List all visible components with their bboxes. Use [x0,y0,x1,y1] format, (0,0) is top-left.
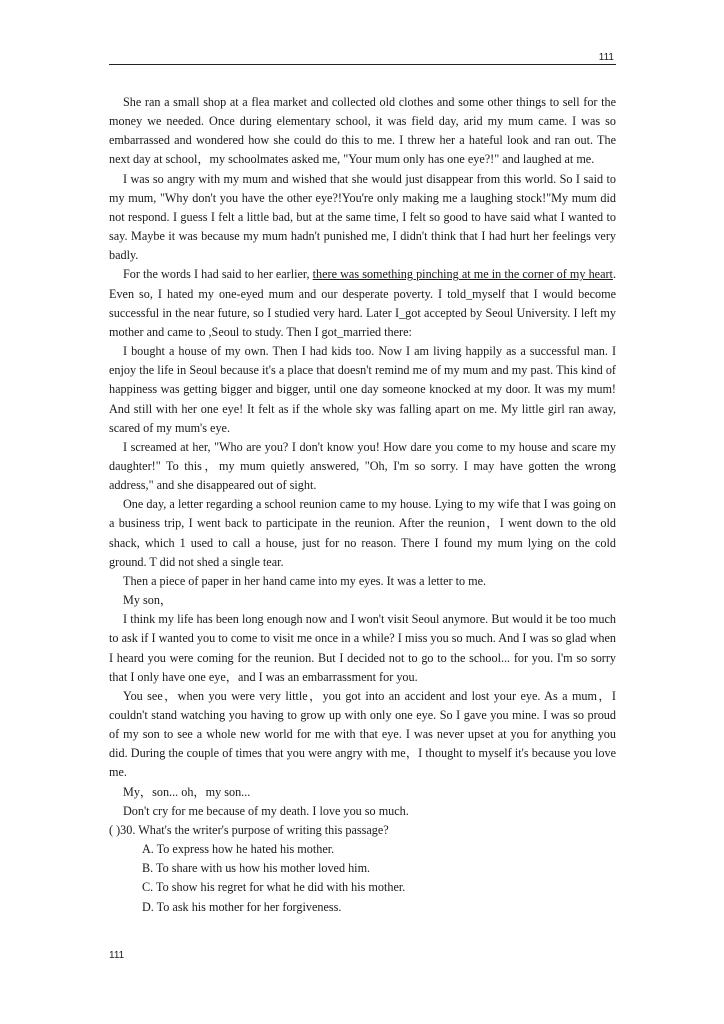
paragraph: I bought a house of my own. Then I had kids too. Now I am living happily as a successful man. I enjoy the life in Seoul because it's a place that doesn't remind me of my mum and my past. This kind of happiness was getting bigger and bigger, until one day someone knocked at my door. It was my mum! And still with her one eye! It felt as if the whole sky was falling apart on me. My little girl ran away, scared of my mum's eye. [109,344,616,435]
question-stem: ( )30. What's the writer's purpose of writing this passage? [109,822,389,837]
option-a: A. To express how he hated his mother. [142,842,335,857]
option-c: C. To show his regret for what he did with his mother. [142,880,406,895]
paragraph: I was so angry with my mum and wished that she would just disappear from this world. So I said to my mum, "Why don't you have the other eye?!You're only making me a laughing stock!"My mum did not respond. I guess I felt a little bad, but at the same time, I felt so good to have said what I wanted to say. Maybe it was because my mum hadn't punished me, I didn't think that I had hurt her feelings very badly. [109,171,616,263]
page-number-bottom: 111 [109,950,125,961]
passage [109,93,616,917]
paragraph: One day, a letter regarding a school reunion came to my house. Lying to my wife that I was going on a business trip, I went back to participate in the reunion. After the reunion，I went down to the old shack, which 1 used to call a house, just for no reason. There I found my mum lying on the cold ground. T did not shed a single tear. [109,497,616,569]
header-rule [109,64,616,65]
option-d: D. To ask his mother for her forgiveness. [142,899,342,914]
paragraph: Then a piece of paper in her hand came into my eyes. It was a letter to me. [123,573,487,588]
paragraph [109,265,616,342]
paragraph: She ran a small shop at a flea market and collected old clothes and some other things to sell for the money we needed. Once during elementary school, it was field day, arid my mum came. I was so embarrassed and wondered how she could do this to me. I threw her a hateful look and ran out. The next day at school，my schoolmates asked me, "Your mum only has one eye?!" and laughed at me. [109,95,616,167]
paragraph-text: For the words I had said to her earlier, [123,267,313,282]
option-b: B. To share with us how his mother loved him. [142,861,371,876]
paragraph: Don't cry for me because of my death. I love you so much. [123,803,409,818]
underlined-phrase: there was something pinching at me in the corner of my heart [312,267,613,282]
paragraph-text: . Even so, I hated my one-eyed mum and our desperate poverty. I told_myself that I would become successful in the near future, so I studied very hard. Later I_got accepted by Seoul University. I left my mother and came to ,Seoul to study. Then I got_married there: [109,267,616,339]
paragraph: I screamed at her, "Who are you? I don't know you! How dare you come to my house and scare my daughter!" To this，my mum quietly answered, "Oh, I'm so sorry. I may have gotten the wrong address," and she disappeared out of sight. [109,439,616,493]
paragraph: You see，when you were very little，you got into an accident and lost your eye. As a mum，I couldn't stand watching you having to grow up with only one eye. So I gave you mine. I was so proud of my son to see a whole new world for me with that eye. I was never upset at you for anything you did. During the couple of times that you were angry with me，I thought to myself it's because you love me. [109,688,616,780]
paragraph: My，son... oh，my son... [123,784,251,799]
letter-salutation: My son， [123,593,173,608]
page-number-top: 111 [598,52,614,63]
paragraph: I think my life has been long enough now and I won't visit Seoul anymore. But would it be too much to ask if I wanted you to come to visit me once in a while? I miss you so much. And I was so glad when I heard you were coming for the reunion. But I decided not to go to the school... for you. I'm so sorry that I only have one eye，and I was an embarrassment for you. [109,612,616,684]
